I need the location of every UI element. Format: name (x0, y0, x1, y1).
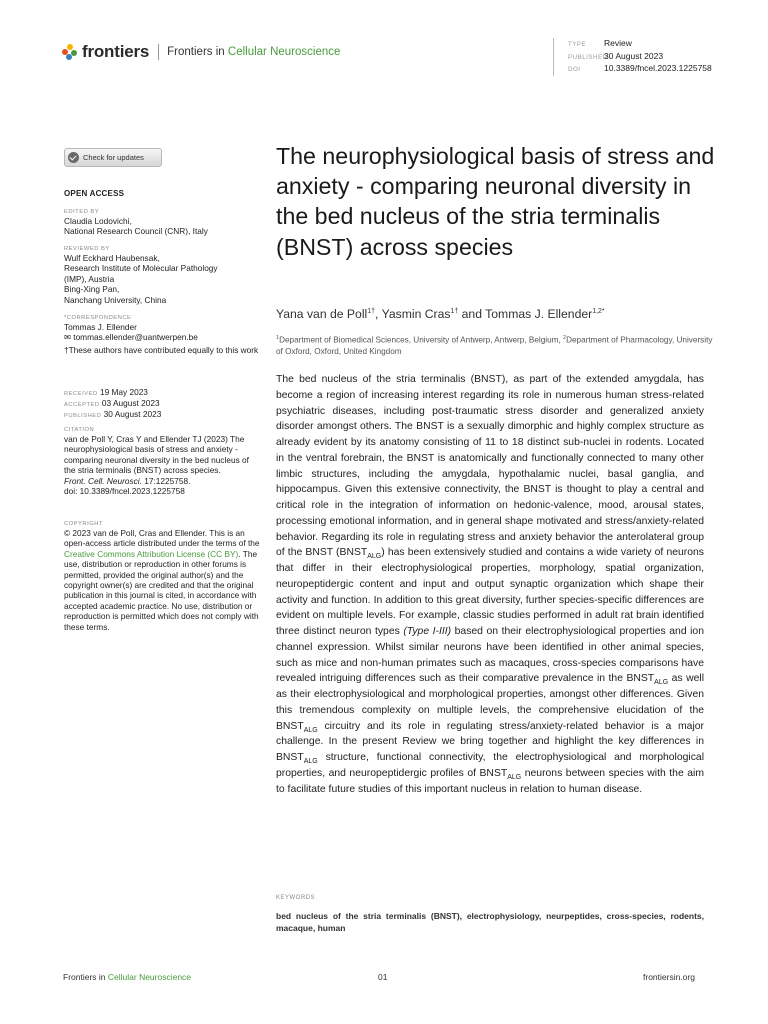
citation-doi[interactable]: doi: 10.3389/fncel.2023.1225758 (64, 486, 185, 497)
author-list: Yana van de Poll$^{1\dagger}$, Yasmin Cras$^{1\dagger}$ and Tommas J. Ellender$^{1,2*}$ (276, 307, 605, 321)
keywords: bed nucleus of the stria terminalis (BNST), electrophysiology, neurpeptides, cross-species, rodents, macaque, human (276, 911, 704, 933)
article-title: The neurophysiological basis of stress and anxiety - comparing neuronal diversity in the bed nucleus of the stria terminalis (BNST) across species (276, 143, 715, 260)
doi-link[interactable]: 10.3389/fncel.2023.1225758 (604, 63, 712, 73)
edited-by: EDITED BY Claudia Lodovichi, National Research Council (CNR), Italy (64, 209, 208, 237)
abstract: The bed nucleus of the stria terminalis (BNST), as part of the extended amygdala, has become a region of increasing interest regarding its role in numerous human stress-related psychiatric diseases, including post-traumatic stress disorder and generalized anxiety disorder amongst others. The BNST is a sexually dimorphic and highly complex structure as already evident by its anatomy consisting of 11 to 18 distinct sub-nuclei in rodents. Located in the ventral forebrain, the BNST is anatomically and functionally connected to many other limbic structures, including the amygdala, hypothalamic nuclei, basal ganglia, and hippocampus. Given this extensive connectivity, the BNST is thought to play a central and critical role in the integration of information on hedonic-valence, mood, arousal states, processing emotional information, and in general shape motivated and stress/anxiety-related behavior. Regarding its role in regulating stress and anxiety behavior the anterolateral group of the BNST $(BNST_{ALG})$ has been extensively studied and contains a wide variety of neurons that differ in their electrophysiological properties, morphology, spatial organization, neuropeptidergic content and input and output synaptic organization which shape their activity and function. In addition to this great diversity, further species-specific differences are evident on multiple levels. For example, classic studies performed in adult rat brain identified three distinct neuron types (Type I-III) based on their electrophysiological properties and ion channel expression. Whilst similar neurons have been identified in other animal species, such as mice and non-human primates such as macaques, cross-species comparisons have revealed intriguing differences such as their comparative prevalence in the $BNST_{ALG}$ as well as their electrophysiological and morphological properties, amongst other differences. Given this tremendous complexity on multiple levels, the comprehensive elucidation of the $BNST_{ALG}$ circuitry and its role in regulating stress/anxiety-related behavior is a major challenge. In the present Review we bring together and highlight the key differences in $BNST_{ALG}$ structure, functional connectivity, the electrophysiological and morphological properties, and neuropeptidergic profiles of $BNST_{ALG}$ neurons between species with the aim to facilitate future studies of this important nucleus in relation to human disease. (276, 374, 705, 795)
header-divider (158, 44, 159, 60)
open-access-label: OPEN ACCESS (64, 189, 125, 198)
copyright: COPYRIGHT © 2023 van de Poll, Cras and Ellender. This is an open-access article distributed under the terms of the Creative Commons Attribution License (CC BY). The use, distribution or reproduction in other forums is permitted, provided the original author(s) and the copyright owner(s) are credited and that the original publication in this journal is cited, in accordance with accepted academic practice. No use, distribution or reproduction is permitted which does not comply with these terms. (64, 521, 260, 632)
frontiers-logo-icon (62, 44, 78, 60)
article-dates: RECEIVED 19 May 2023 ACCEPTED 03 August 2023 PUBLISHED 30 August 2023 (64, 387, 162, 419)
check-icon (68, 152, 79, 163)
article-type: Review (604, 38, 632, 48)
brand-name[interactable]: frontiers (82, 42, 150, 61)
publish-date: 30 August 2023 (604, 50, 664, 61)
page-number: 01 (378, 972, 388, 982)
keywords-label: KEYWORDS (276, 895, 316, 901)
citation: CITATION van de Poll Y, Cras Y and Ellender TJ (2023) The neurophysiological basis of stress and anxiety - comparing neuronal diversity in the bed nucleus of the stria terminalis (BNST) across species. Front. Cell. Neurosci. 17:1225758. doi: 10.3389/fncel.2023.1225758 (64, 426, 260, 496)
article-meta: TYPE Review PUBLISHED30 August 2023 DOI 10.3389/fncel.2023.1225758 (553, 38, 712, 76)
affiliations: $^1$Department of Biomedical Sciences, University of Antwerp, Antwerp, Belgium, $^2$Department of Pharmacology, University of Oxford, Oxford, United Kingdom (276, 335, 713, 356)
footer-journal[interactable]: Frontiers in Cellular Neuroscience (63, 972, 192, 982)
author[interactable]: Yasmin Cras (381, 307, 451, 321)
license-link[interactable]: Creative Commons Attribution License (CC BY) (64, 548, 239, 559)
journal-header (62, 42, 340, 62)
journal-title[interactable]: Frontiers in Cellular Neuroscience (167, 46, 341, 58)
reviewed-by: REVIEWED BY Wulf Eckhard Haubensak, Research Institute of Molecular Pathology (IMP), Austria Bing-Xing Pan, Nanchang University, China (64, 246, 218, 305)
email-link[interactable]: ✉ tommas.ellender@uantwerpen.be (64, 332, 198, 343)
envelope-icon: ✉ (64, 332, 71, 343)
check-for-updates-button[interactable]: Check for updates (64, 148, 162, 167)
author[interactable]: Yana van de Poll (276, 307, 368, 321)
correspondence: *CORRESPONDENCE Tommas J. Ellender ✉ tommas.ellender@uantwerpen.be †These authors have contributed equally to this work (64, 315, 259, 355)
footer-site-link[interactable]: frontiersin.org (643, 972, 695, 982)
author[interactable]: Tommas J. Ellender (485, 307, 593, 321)
